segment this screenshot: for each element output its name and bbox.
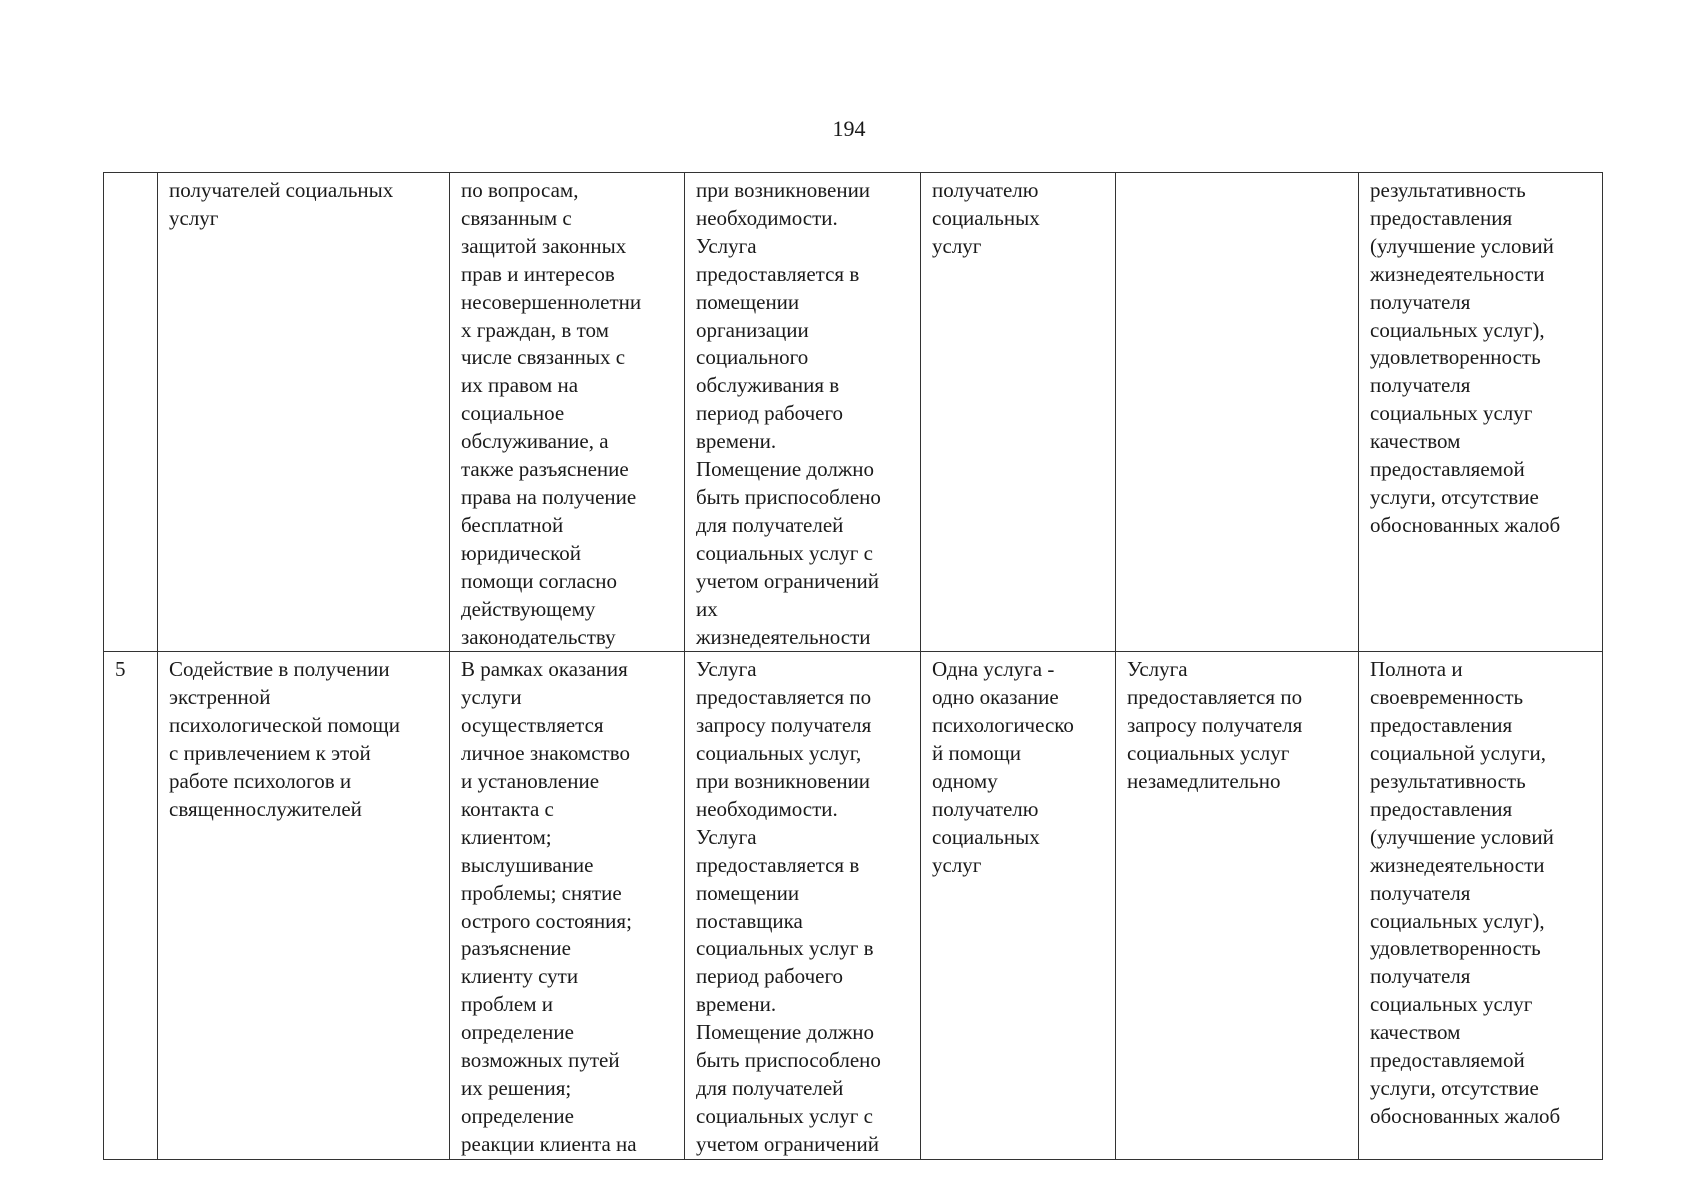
row-number-cell: 5: [104, 652, 158, 1159]
service-timing-cell: [1116, 173, 1359, 652]
service-timing-cell: Услуга предоставляется по запросу получателя социальных услуг незамедлительно: [1116, 652, 1359, 1159]
row-number-cell: [104, 173, 158, 652]
service-quality-cell: результативность предоставления (улучшение условий жизнедеятельности получателя социальных услуг), удовлетворенность получателя социальных услуг качеством предоставляемой услуги, отсутствие обоснованных жалоб: [1359, 173, 1603, 652]
service-name-cell: Содействие в получении экстренной психологической помощи с привлечением к этой работе психологов и священнослужителей: [158, 652, 450, 1159]
service-quality-cell: Полнота и своевременность предоставления социальной услуги, результативность предоставления (улучшение условий жизнедеятельности получателя социальных услуг), удовлетворенность получателя социальных услуг качеством предоставляемой услуги, отсутствие обоснованных жалоб: [1359, 652, 1603, 1159]
services-table: [103, 172, 1603, 1160]
service-conditions-cell: при возникновении необходимости. Услуга предоставляется в помещении организации социального обслуживания в период рабочего времени. Помещение должно быть приспособлено для получателей социальных услуг с учетом ограничений их жизнедеятельности: [685, 173, 921, 652]
service-volume-cell: получателю социальных услуг: [921, 173, 1116, 652]
table-row: [104, 173, 1603, 652]
service-description-cell: В рамках оказания услуги осуществляется личное знакомство и установление контакта с клиентом; выслушивание проблемы; снятие острого состояния; разъяснение клиенту сути проблем и определение возможных путей их решения; определение реакции клиента на: [450, 652, 685, 1159]
page-number: 194: [832, 116, 866, 141]
service-volume-cell: Одна услуга - одно оказание психологическо й помощи одному получателю социальных услуг: [921, 652, 1116, 1159]
service-name-cell: получателей социальных услуг: [158, 173, 450, 652]
service-description-cell: по вопросам, связанным с защитой законных прав и интересов несовершеннолетни х граждан, в том числе связанных с их правом на социальное обслуживание, а также разъяснение права на получение бесплатной юридической помощи согласно действующему законодательству: [450, 173, 685, 652]
service-conditions-cell: Услуга предоставляется по запросу получателя социальных услуг, при возникновении необходимости. Услуга предоставляется в помещении поставщика социальных услуг в период рабочего времени. Помещение должно быть приспособлено для получателей социальных услуг с учетом ограничений: [685, 652, 921, 1159]
table-row: [104, 652, 1603, 1159]
